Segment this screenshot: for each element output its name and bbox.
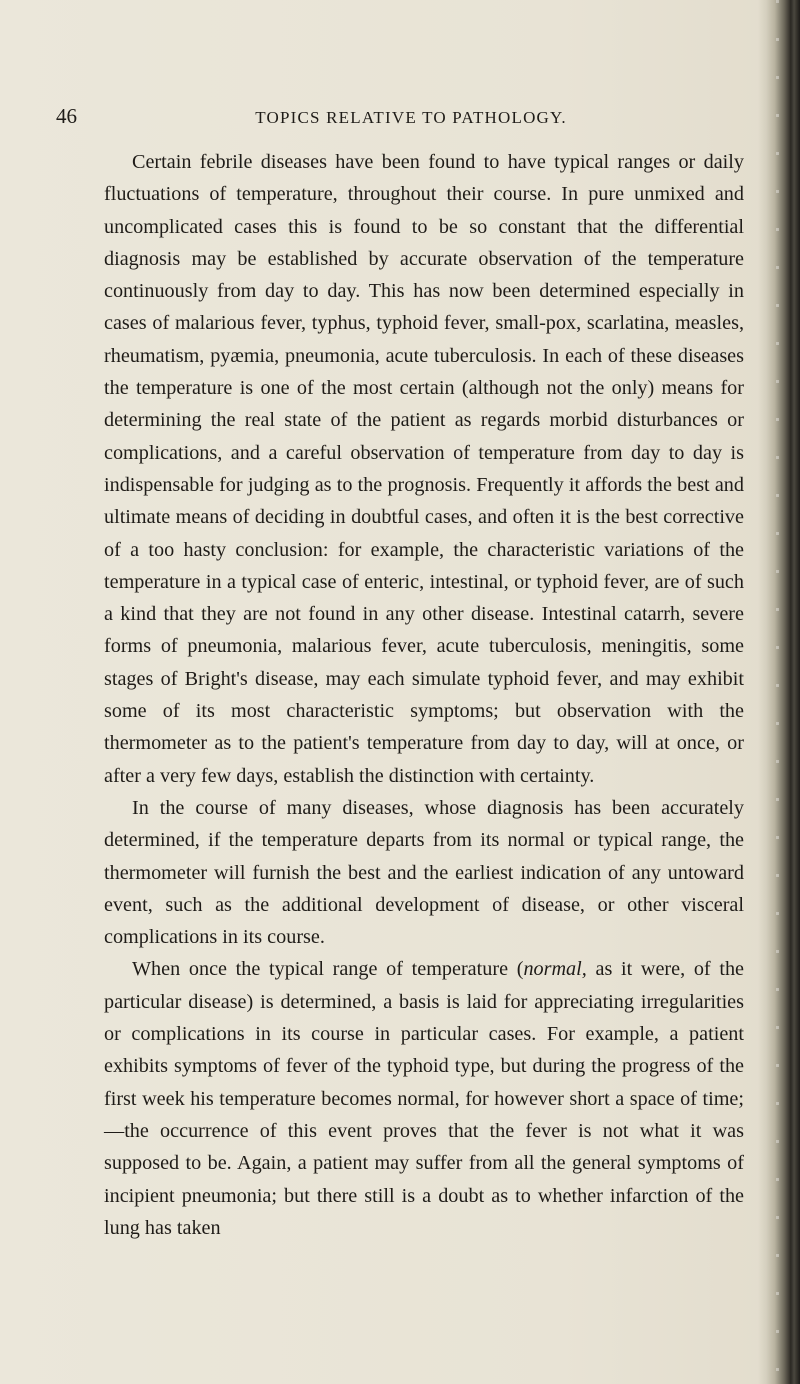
paragraph-3-emphasis: normal, bbox=[523, 958, 587, 981]
book-binding-edge bbox=[758, 0, 800, 1384]
running-title: TOPICS RELATIVE TO PATHOLOGY. bbox=[255, 108, 567, 127]
body-text bbox=[104, 146, 744, 1244]
page-header bbox=[56, 104, 756, 134]
paragraph-3 bbox=[104, 953, 744, 1244]
paragraph-3-part-1: When once the typical range of temperature ( bbox=[132, 958, 524, 981]
paragraph-2: In the course of many diseases, whose diagnosis has been accurately determined, if the temperature departs from its normal or typical range, the thermometer will furnish the best and the earliest indication of any untoward event, such as the additional development of disease, or other visceral complications in its course. bbox=[104, 796, 744, 949]
paragraph-1: Certain febrile diseases have been found to have typical ranges or daily fluctuations of temperature, throughout their course. In pure unmixed and uncomplicated cases this is found to be so constant that the differential diagnosis may be established by accurate observation of the temperature continuously from day to day. This has now been determined especially in cases of malarious fever, typhus, typhoid fever, small-pox, scarlatina, measles, rheumatism, pyæmia, pneumonia, acute tuberculosis. In each of these diseases the temperature is one of the most certain (although not the only) means for determining the real state of the patient as regards morbid disturbances or complications, and a careful observation of temperature from day to day is indispensable for judging as to the prognosis. Frequently it affords the best and ultimate means of deciding in doubtful cases, and often it is the best corrective of a too hasty conclusion: for example, the characteristic variations of the temperature in a typical case of enteric, intestinal, or typhoid fever, are of such a kind that they are not found in any other disease. Intestinal catarrh, severe forms of pneumonia, malarious fever, acute tuberculosis, meningitis, some stages of Bright's disease, may each simulate typhoid fever, and may exhibit some of its most characteristic symptoms; but observation with the thermometer as to the patient's temperature from day to day, will at once, or after a very few days, establish the distinction with certainty. bbox=[104, 151, 744, 787]
paragraph-3-part-2: as it were, of the particular disease) is determined, a basis is laid for appreciating irregularities or complications in its course in particular cases. For example, a patient exhibits symptoms of fever of the typhoid type, but during the progress of the first week his temperature becomes normal, for however short a space of time;—the occurrence of this event proves that the fever is not what it was supposed to be. Again, a patient may suffer from all the general symptoms of incipient pneumonia; but there still is a doubt as to whether infarction of the lung has taken bbox=[104, 958, 744, 1239]
page-number: 46 bbox=[56, 104, 77, 128]
